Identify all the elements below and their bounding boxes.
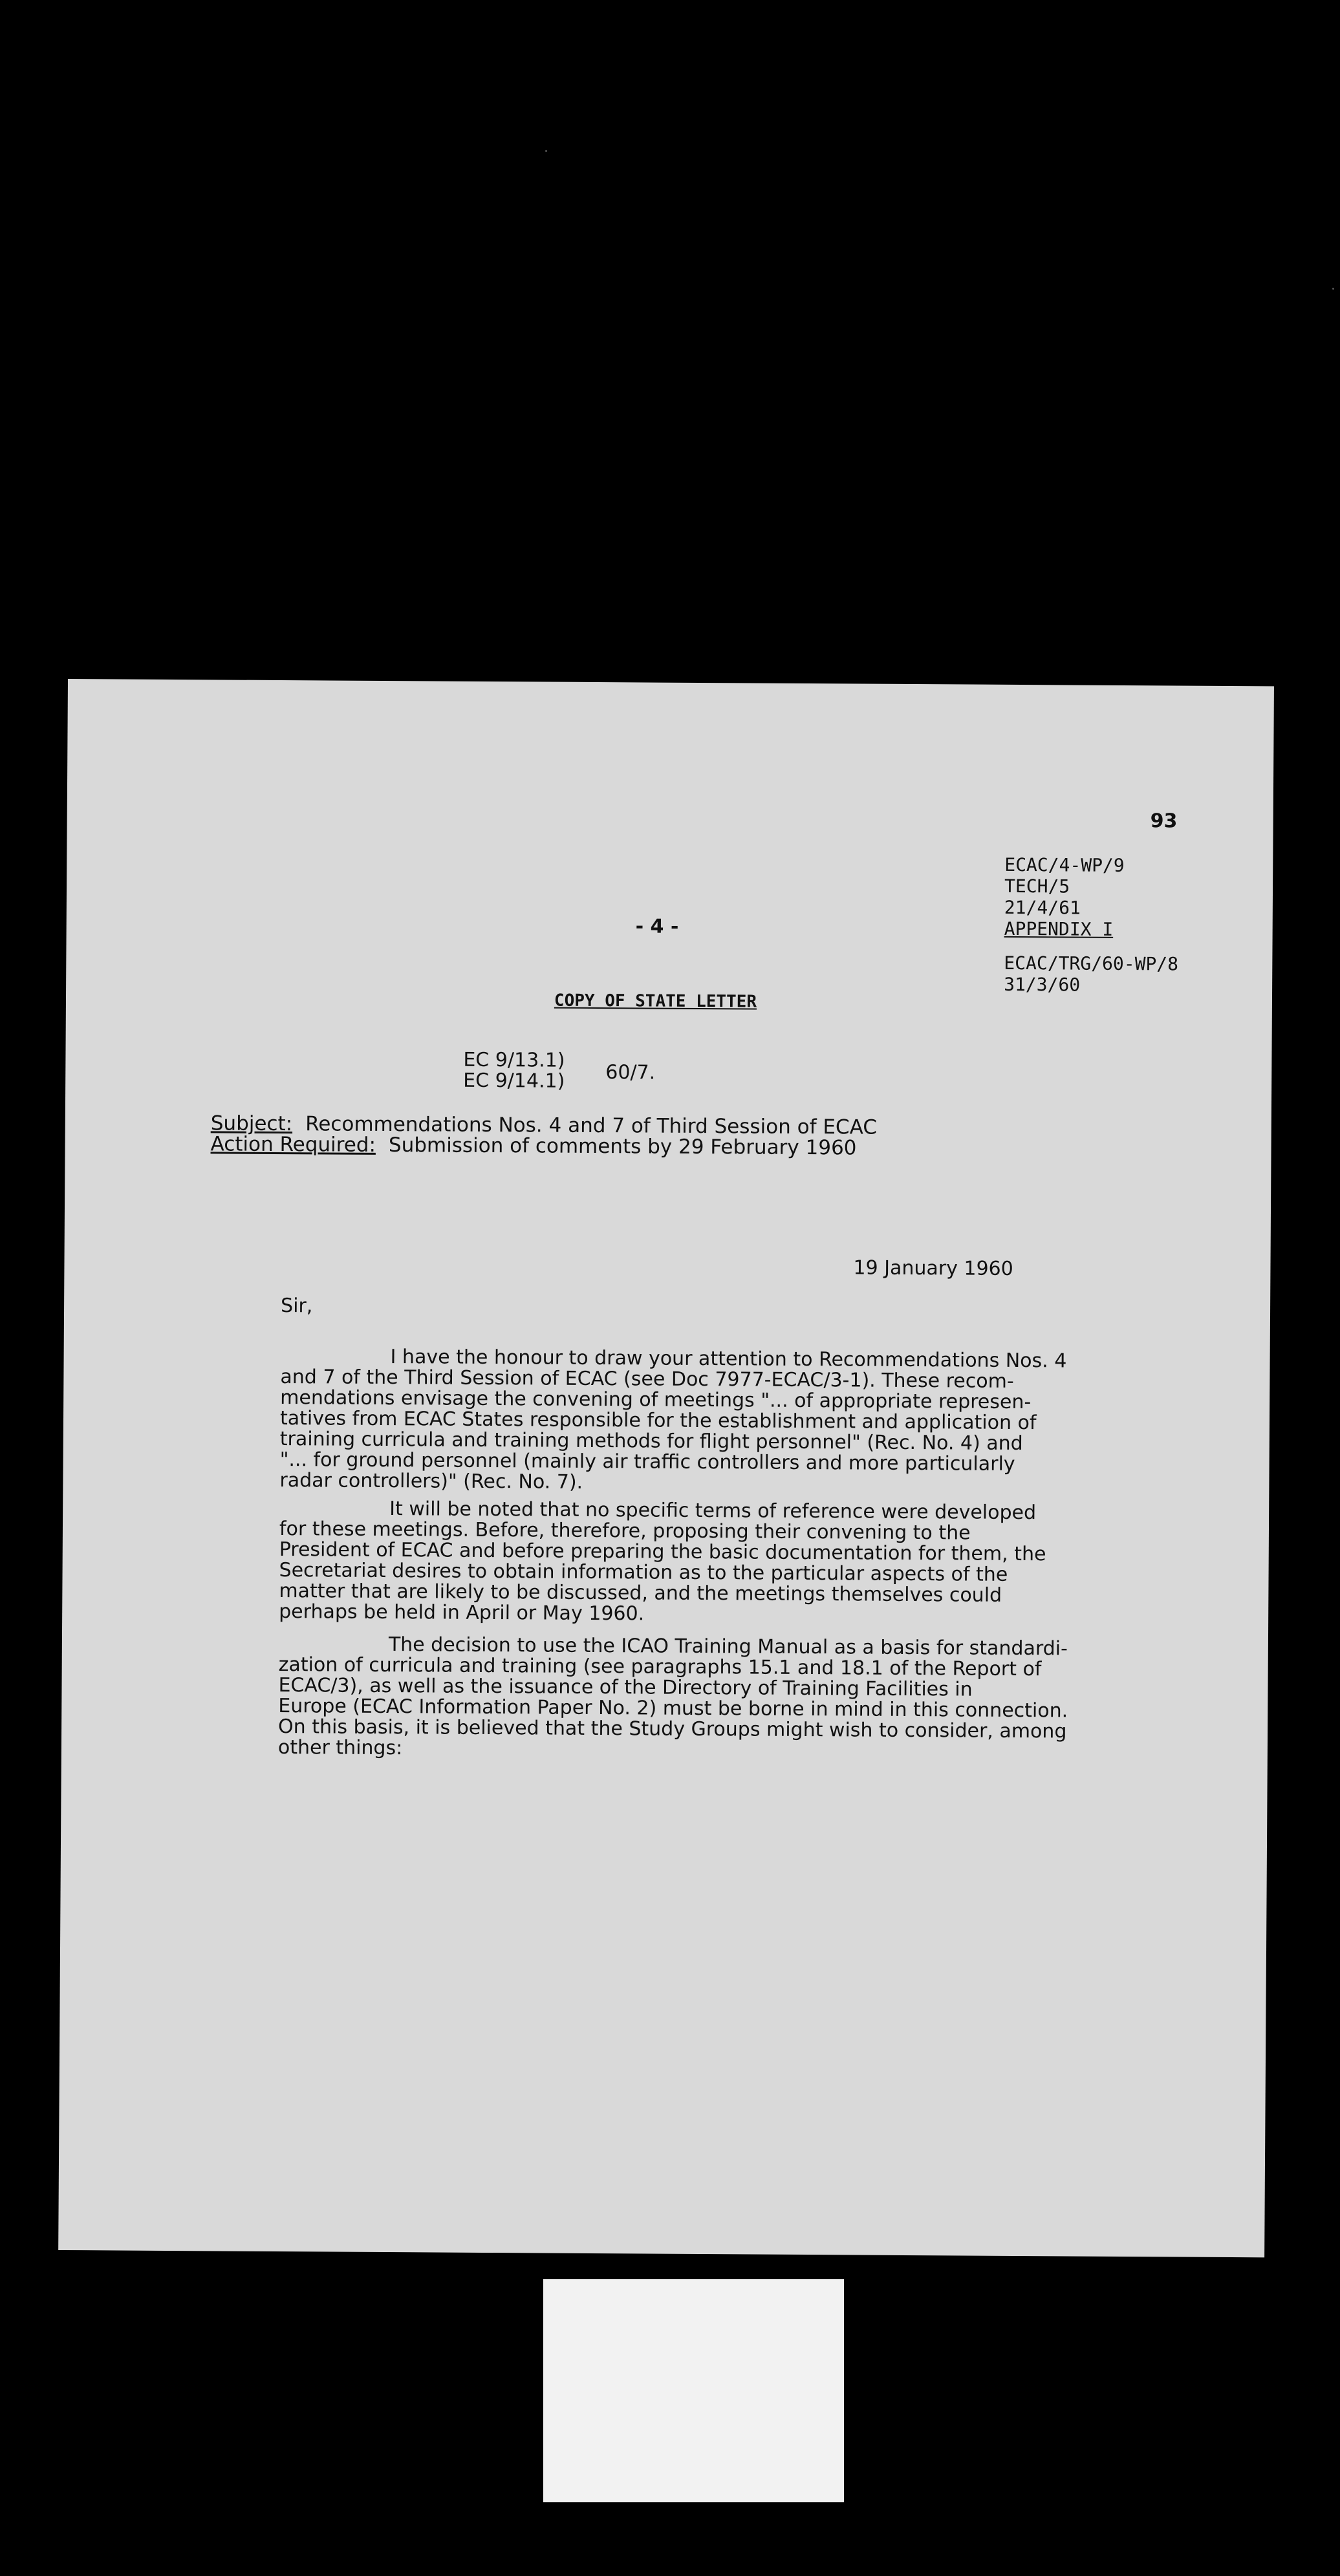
blank-target-card <box>543 2279 844 2502</box>
paragraph-line: President of ECAC and before preparing the basic documentation for them, the <box>279 1538 1046 1566</box>
paragraph-2 <box>279 1498 1204 1628</box>
ec-reference-line: EC 9/14.1) <box>463 1069 565 1093</box>
page-marker: - 4 - <box>635 915 679 938</box>
paragraph-line: ECAC/3), as well as the issuance of the Directory of Training Facilities in <box>278 1674 973 1701</box>
ec-references <box>463 1050 565 1092</box>
reference-line: ECAC/4-WP/9 <box>1004 853 1125 876</box>
paragraph-line: I have the honour to draw your attention to Recommendations Nos. 4 <box>390 1346 1067 1373</box>
reference-line: ECAC/TRG/60-WP/8 <box>1004 952 1179 975</box>
subject-text: Recommendations Nos. 4 and 7 of Third Session of ECAC <box>305 1112 878 1139</box>
paragraph-line: training curricula and training methods for flight personnel" (Rec. No. 4) and <box>279 1428 1023 1455</box>
reference-block <box>1004 854 1179 996</box>
salutation: Sir, <box>280 1294 313 1318</box>
page-number: 93 <box>1150 810 1178 833</box>
paragraph-line: The decision to use the ICAO Training Manual as a basis for standardi- <box>388 1633 1068 1660</box>
paragraph-line: other things: <box>277 1736 403 1760</box>
dust-speck <box>545 150 547 152</box>
dust-speck <box>1332 288 1334 290</box>
action-label: Action Required: <box>210 1132 376 1157</box>
paragraph-line: matter that are likely to be discussed, and the meetings themselves could <box>279 1580 1002 1607</box>
appendix-label: APPENDIX I <box>1004 918 1114 940</box>
paragraph-line: mendations envisage the convening of meetings "... of appropriate represen- <box>280 1386 1032 1414</box>
paragraph-line: perhaps be held in April or May 1960. <box>279 1600 645 1626</box>
paragraph-line: It will be noted that no specific terms of reference were developed <box>389 1497 1037 1525</box>
subject-label: Subject: <box>210 1111 293 1136</box>
paragraph-line: and 7 of the Third Session of ECAC (see Doc 7977-ECAC/3-1). These recom- <box>280 1366 1014 1393</box>
action-line <box>211 1133 877 1158</box>
ec-reference-line: EC 9/13.1) <box>463 1048 565 1072</box>
action-text: Submission of comments by 29 February 1960 <box>388 1133 857 1160</box>
paragraph-line: tatives from ECAC States responsible for the establishment and application of <box>279 1407 1037 1435</box>
paragraph-line: radar controllers)" (Rec. No. 7). <box>279 1469 583 1494</box>
paragraph-line: zation of curricula and training (see paragraphs 15.1 and 18.1 of the Report of <box>278 1653 1042 1681</box>
reference-line: 21/4/61 <box>1004 896 1081 919</box>
subject-block <box>211 1113 878 1158</box>
paragraph-line: Europe (ECAC Information Paper No. 2) must be borne in mind in this connection. <box>278 1695 1068 1723</box>
paragraph-line: "... for ground personnel (mainly air traffic controllers and more particularly <box>279 1448 1015 1476</box>
paragraph-3 <box>278 1634 1204 1764</box>
document-title: COPY OF STATE LETTER <box>554 991 757 1012</box>
document-page <box>58 679 1274 2257</box>
reference-line: TECH/5 <box>1004 875 1070 897</box>
letter-date: 19 January 1960 <box>853 1256 1013 1280</box>
paragraph-line: for these meetings. Before, therefore, proposing their convening to the <box>279 1518 971 1545</box>
reference-line: 31/3/60 <box>1004 973 1081 996</box>
ec-reference-suffix: 60/7. <box>605 1061 656 1084</box>
paragraph-1 <box>279 1346 1205 1497</box>
paragraph-line: On this basis, it is believed that the Study Groups might wish to consider, among <box>278 1715 1067 1743</box>
paragraph-line: Secretariat desires to obtain information as to the particular aspects of the <box>279 1559 1008 1586</box>
